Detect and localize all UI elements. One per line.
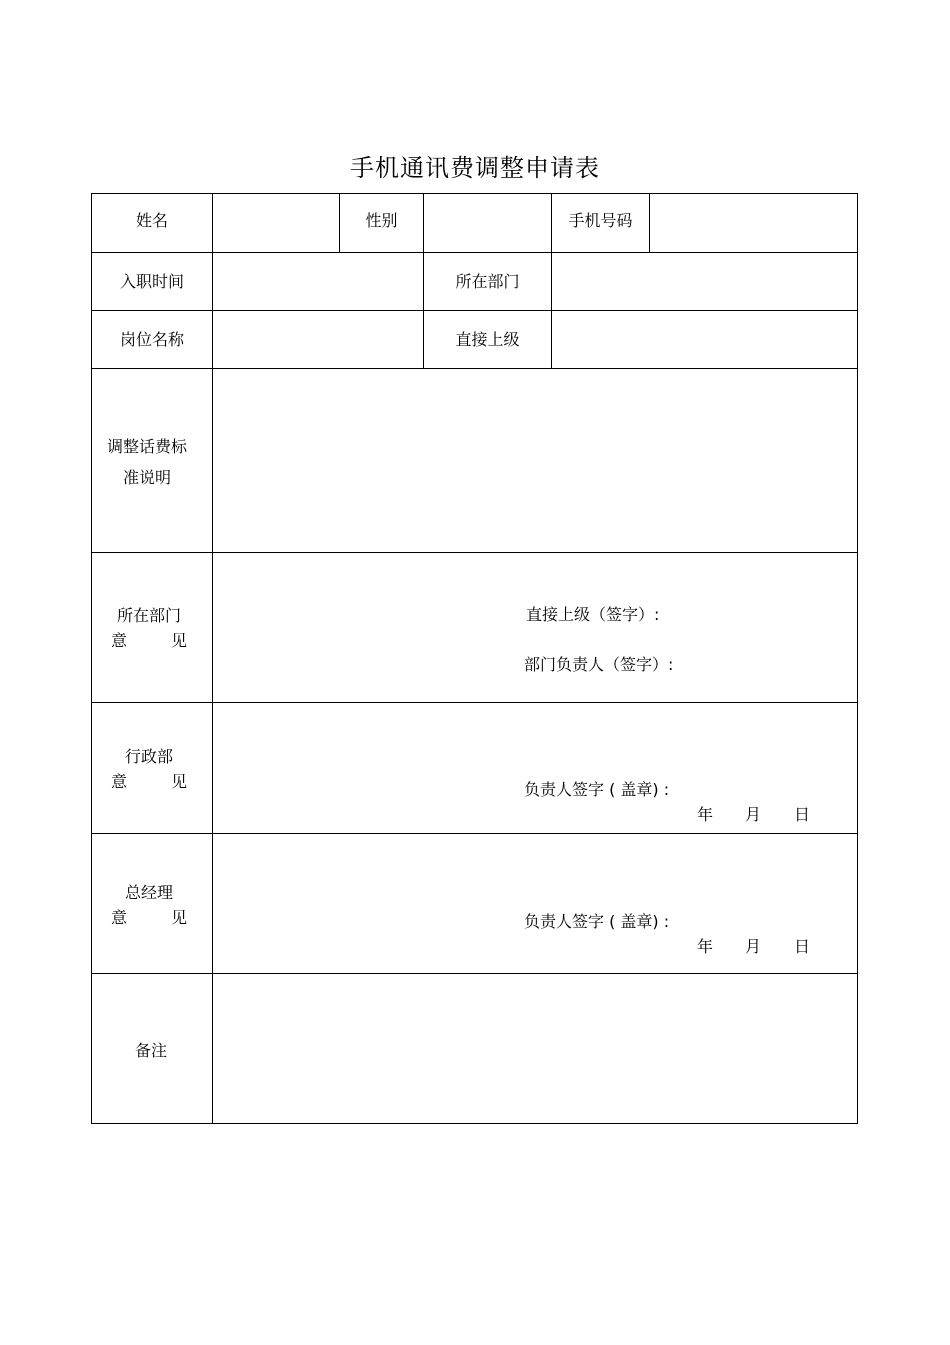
gm-date-day: 日 (794, 937, 811, 956)
gender-label: 性别 (365, 211, 398, 230)
opinion-char-yi: 意 (111, 908, 128, 927)
dept-opinion-label-line1: 所在部门 (116, 606, 181, 625)
department-field[interactable] (552, 253, 857, 310)
position-field[interactable] (213, 311, 423, 368)
supervisor-field[interactable] (552, 311, 857, 368)
opinion-char-yi: 意 (111, 772, 128, 791)
form-title: 手机通讯费调整申请表 (350, 154, 600, 182)
admin-opinion-label (89, 744, 209, 794)
gm-opinion-label-line1: 总经理 (124, 883, 173, 902)
admin-signature: 负责人签字 ( 盖章) : (524, 780, 670, 799)
dept-opinion-label (89, 603, 209, 653)
opinion-char-jian: 见 (170, 908, 187, 927)
opinion-char-yi: 意 (111, 631, 128, 650)
department-label: 所在部门 (455, 272, 520, 291)
fee-standard-label-line2: 准说明 (122, 468, 171, 487)
name-label: 姓名 (135, 211, 168, 230)
hire-date-field[interactable] (213, 253, 423, 310)
dept-head-signature: 部门负责人（签字）: (524, 655, 674, 674)
phone-label: 手机号码 (568, 211, 633, 230)
opinion-char-jian: 见 (170, 772, 187, 791)
supervisor-label: 直接上级 (455, 330, 520, 349)
supervisor-signature: 直接上级（签字）: (526, 605, 660, 624)
remarks-label: 备注 (134, 1041, 167, 1060)
application-form-table (91, 193, 858, 1124)
gm-opinion-label (89, 880, 209, 930)
gender-field[interactable] (424, 194, 551, 252)
admin-date-year: 年 (697, 805, 714, 824)
admin-opinion-label-line1: 行政部 (124, 747, 173, 766)
name-field[interactable] (213, 194, 339, 252)
gm-signature: 负责人签字 ( 盖章) : (524, 912, 670, 931)
dept-opinion-field[interactable] (213, 553, 857, 702)
fee-standard-label-line1: 调整话费标 (106, 437, 187, 456)
admin-date-day: 日 (794, 805, 811, 824)
gm-date-year: 年 (697, 937, 714, 956)
hire-date-label: 入职时间 (119, 272, 184, 291)
position-label: 岗位名称 (119, 330, 184, 349)
remarks-field[interactable] (213, 974, 857, 1123)
opinion-char-jian: 见 (170, 631, 187, 650)
fee-standard-label (92, 431, 202, 493)
gm-date-month: 月 (745, 937, 762, 956)
phone-field[interactable] (650, 194, 857, 252)
admin-date-month: 月 (745, 805, 762, 824)
fee-standard-field[interactable] (213, 369, 857, 552)
